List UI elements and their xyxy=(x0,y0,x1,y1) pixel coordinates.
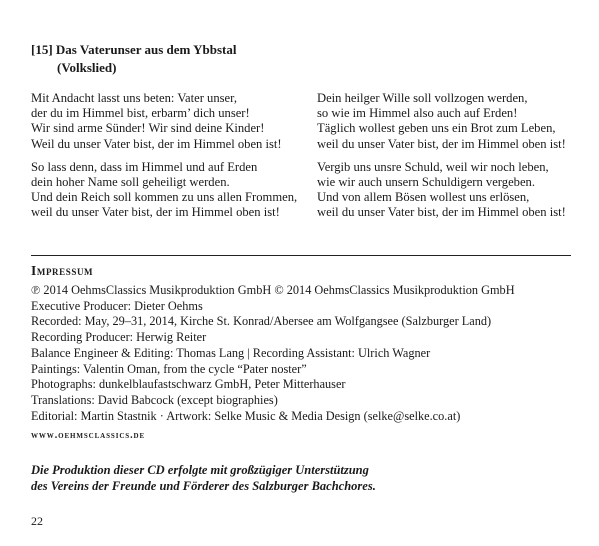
lyric-line: Und dein Reich soll kommen zu uns allen Frommen, xyxy=(31,190,298,205)
note-line: Die Produktion dieser CD erfolgte mit großzügiger Unterstützung xyxy=(31,463,369,477)
credit-line: ℗ 2014 OehmsClassics Musikproduktion GmbH © 2014 OehmsClassics Musikproduktion GmbH xyxy=(31,283,515,297)
section-divider xyxy=(31,255,571,256)
credit-line: Photographs: dunkelblaufastschwarz GmbH, Peter Mitterhauser xyxy=(31,377,346,392)
website-link[interactable]: www.oehmsclassics.de xyxy=(31,430,146,441)
stanza xyxy=(31,160,297,221)
credit-line: Recorded: May, 29–31, 2014, Kirche St. Konrad/Abersee am Wolfgangsee (Salzburger Land) xyxy=(31,314,492,329)
lyric-line: Täglich wollest geben uns ein Brot zum Leben, xyxy=(317,121,556,136)
stanza xyxy=(317,160,566,221)
lyric-line: dein hoher Name soll geheiligt werden. xyxy=(31,175,230,190)
lyric-line: Und von allem Bösen wollest uns erlösen, xyxy=(317,190,530,205)
lyric-line: weil du unser Vater bist, der im Himmel oben ist! xyxy=(317,136,566,151)
lyric-line: Weil du unser Vater bist, der im Himmel oben ist! xyxy=(31,136,282,151)
lyrics-right-column xyxy=(317,91,566,229)
credit-line: Balance Engineer & Editing: Thomas Lang | Recording Assistant: Ulrich Wagner xyxy=(31,345,431,360)
song-subtitle: (Volkslied) xyxy=(57,60,117,75)
impressum-heading: Impressum xyxy=(31,263,94,278)
credit-line: Paintings: Valentin Oman, from the cycle “Pater noster” xyxy=(31,361,307,376)
impressum-credits xyxy=(31,283,515,424)
lyric-line: Wir sind arme Sünder! Wir sind deine Kinder! xyxy=(31,121,265,136)
lyric-line: Vergib uns unsre Schuld, weil wir noch leben, xyxy=(317,159,549,174)
stanza xyxy=(317,91,566,152)
note-line: des Vereins der Freunde und Förderer des Salzburger Bachchores. xyxy=(31,479,376,493)
lyric-line: so wie im Himmel also auch auf Erden! xyxy=(317,106,518,121)
lyric-line: So lass denn, dass im Himmel und auf Erden xyxy=(31,159,258,174)
lyrics-left-column xyxy=(31,91,297,229)
lyric-line: weil du unser Vater bist, der im Himmel oben ist! xyxy=(31,205,280,220)
page-number: 22 xyxy=(31,514,43,528)
lyric-line: der du im Himmel bist, erbarm’ dich unser! xyxy=(31,106,250,121)
lyric-line: wie wir auch unsern Schuldigern vergeben. xyxy=(317,175,535,190)
lyric-line: weil du unser Vater bist, der im Himmel oben ist! xyxy=(317,205,566,220)
credit-line: Executive Producer: Dieter Oehms xyxy=(31,298,203,313)
song-heading xyxy=(31,41,237,77)
sponsor-note xyxy=(31,462,376,494)
lyric-line: Dein heilger Wille soll vollzogen werden, xyxy=(317,91,528,105)
credit-line: Translations: David Babcock (except biographies) xyxy=(31,392,278,407)
credit-line: Editorial: Martin Stastnik · Artwork: Selke Music & Media Design (selke@selke.co.at) xyxy=(31,408,461,423)
song-title: [15] Das Vaterunser aus dem Ybbstal xyxy=(31,42,237,57)
stanza xyxy=(31,91,297,152)
credit-line: Recording Producer: Herwig Reiter xyxy=(31,330,207,345)
lyric-line: Mit Andacht lasst uns beten: Vater unser, xyxy=(31,91,237,105)
